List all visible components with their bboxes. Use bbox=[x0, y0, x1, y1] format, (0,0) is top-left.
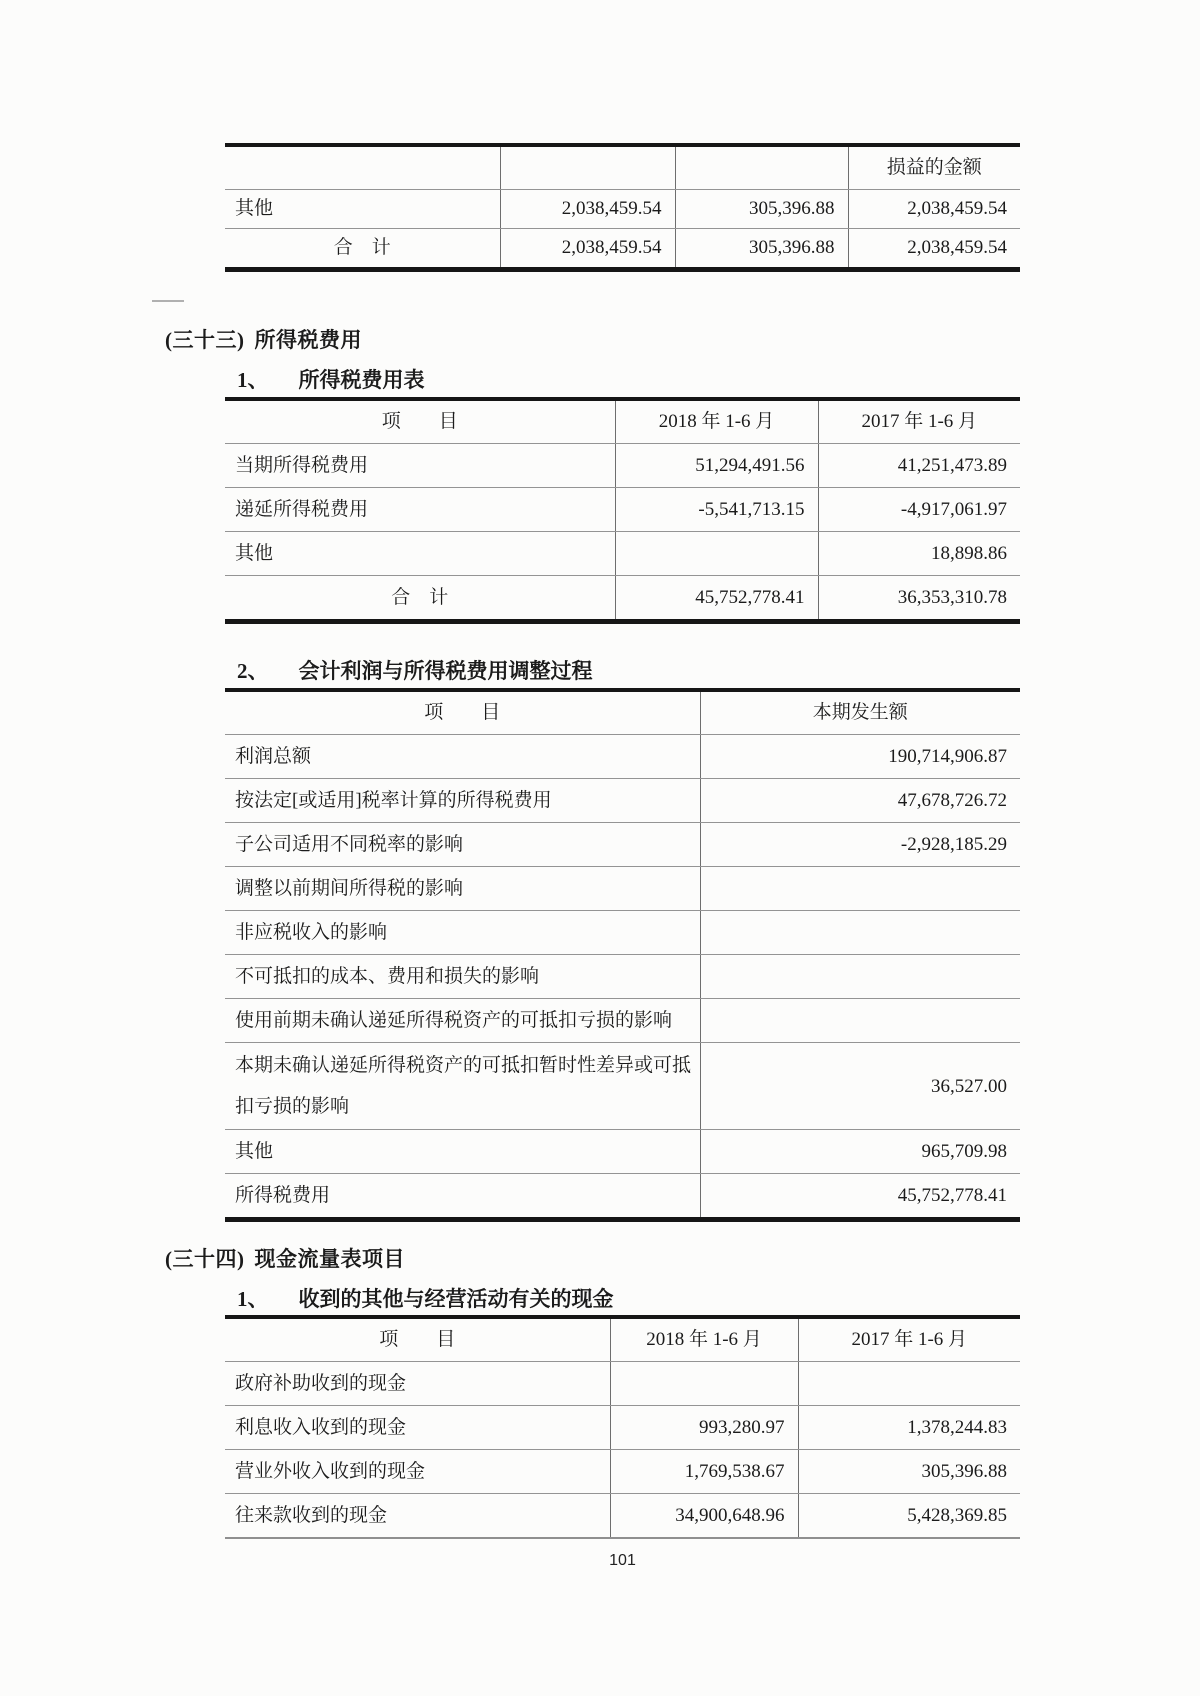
table-row bbox=[225, 488, 1020, 532]
value-cell bbox=[700, 867, 1020, 911]
value-cell: 45,752,778.41 bbox=[615, 576, 818, 622]
table-row bbox=[225, 190, 1020, 229]
column-header-2018: 2018 年 1-6 月 bbox=[610, 1317, 798, 1362]
item-cell: 非应税收入的影响 bbox=[225, 911, 700, 955]
value-cell: 993,280.97 bbox=[610, 1406, 798, 1450]
total-label-cell: 合 计 bbox=[391, 586, 449, 608]
value-cell: -2,928,185.29 bbox=[700, 823, 1020, 867]
value-cell: 47,678,726.72 bbox=[700, 779, 1020, 823]
column-header-item: 项 目 bbox=[225, 399, 615, 444]
value-cell: 1,769,538.67 bbox=[610, 1450, 798, 1494]
item-cell: 其他 bbox=[225, 190, 500, 229]
section-33-heading bbox=[165, 324, 362, 354]
table-row bbox=[225, 1130, 1020, 1174]
item-cell: 递延所得税费用 bbox=[225, 488, 615, 532]
total-label-cell: 合 计 bbox=[333, 237, 391, 259]
income-tax-expense-table bbox=[225, 397, 1020, 624]
table-row bbox=[225, 444, 1020, 488]
table-row bbox=[225, 735, 1020, 779]
subsection-number: 2、 bbox=[237, 659, 269, 683]
section-title: 所得税费用 bbox=[254, 328, 362, 352]
margin-divider-line bbox=[152, 300, 184, 302]
item-cell: 按法定[或适用]税率计算的所得税费用 bbox=[225, 779, 700, 823]
table-row bbox=[225, 1362, 1020, 1406]
table-row bbox=[225, 823, 1020, 867]
item-cell: 调整以前期间所得税的影响 bbox=[225, 867, 700, 911]
header-row bbox=[225, 690, 1020, 735]
section-title: 现金流量表项目 bbox=[254, 1247, 405, 1271]
value-cell bbox=[700, 999, 1020, 1043]
value-cell: 36,527.00 bbox=[700, 1043, 1020, 1130]
header-row bbox=[225, 1317, 1020, 1362]
table-row bbox=[225, 1043, 1020, 1130]
item-cell: 其他 bbox=[225, 532, 615, 576]
subsection-number: 1、 bbox=[237, 1287, 269, 1311]
column-header-2018: 2018 年 1-6 月 bbox=[615, 399, 818, 444]
value-cell: 1,378,244.83 bbox=[798, 1406, 1020, 1450]
section-number: (三十四) bbox=[165, 1247, 245, 1271]
column-header-item: 项 目 bbox=[225, 1317, 610, 1362]
value-cell: 5,428,369.85 bbox=[798, 1494, 1020, 1539]
column-header: 损益的金额 bbox=[848, 145, 1020, 190]
header-row bbox=[225, 399, 1020, 444]
item-cell: 所得税费用 bbox=[235, 1184, 331, 1206]
empty-header-cell bbox=[500, 145, 675, 190]
carryover-table bbox=[225, 143, 1020, 272]
value-cell: 190,714,906.87 bbox=[700, 735, 1020, 779]
column-header-2017: 2017 年 1-6 月 bbox=[818, 399, 1020, 444]
value-cell: 2,038,459.54 bbox=[848, 229, 1020, 270]
item-cell: 本期未确认递延所得税资产的可抵扣暂时性差异或可抵扣亏损的影响 bbox=[225, 1043, 700, 1130]
item-cell: 子公司适用不同税率的影响 bbox=[225, 823, 700, 867]
subsection-title: 会计利润与所得税费用调整过程 bbox=[298, 659, 593, 683]
table-row bbox=[225, 999, 1020, 1043]
column-header-amount: 本期发生额 bbox=[700, 690, 1020, 735]
value-cell bbox=[610, 1362, 798, 1406]
value-cell: 34,900,648.96 bbox=[610, 1494, 798, 1539]
table-row bbox=[225, 867, 1020, 911]
tax-reconciliation-table bbox=[225, 688, 1020, 1222]
total-row bbox=[225, 229, 1020, 270]
value-cell: -5,541,713.15 bbox=[615, 488, 818, 532]
item-cell: 使用前期未确认递延所得税资产的可抵扣亏损的影响 bbox=[225, 999, 700, 1043]
item-cell: 当期所得税费用 bbox=[225, 444, 615, 488]
table-row bbox=[225, 911, 1020, 955]
value-cell: 305,396.88 bbox=[675, 190, 848, 229]
value-cell: 36,353,310.78 bbox=[818, 576, 1020, 622]
value-cell bbox=[700, 955, 1020, 999]
value-cell: 965,709.98 bbox=[700, 1130, 1020, 1174]
subsection-2-heading bbox=[237, 655, 593, 685]
value-cell: 18,898.86 bbox=[818, 532, 1020, 576]
subsection-1-heading bbox=[237, 364, 425, 394]
value-cell: 41,251,473.89 bbox=[818, 444, 1020, 488]
total-row bbox=[225, 576, 1020, 622]
value-cell bbox=[700, 911, 1020, 955]
carryover-header-row bbox=[225, 145, 1020, 190]
column-header-2017: 2017 年 1-6 月 bbox=[798, 1317, 1020, 1362]
item-cell: 政府补助收到的现金 bbox=[225, 1362, 610, 1406]
value-cell: 2,038,459.54 bbox=[500, 229, 675, 270]
table-row bbox=[225, 955, 1020, 999]
subsection-title: 所得税费用表 bbox=[298, 368, 425, 392]
page-number: 101 bbox=[609, 1552, 636, 1569]
column-header-item: 项 目 bbox=[225, 690, 700, 735]
empty-header-cell bbox=[675, 145, 848, 190]
item-cell: 不可抵扣的成本、费用和损失的影响 bbox=[225, 955, 700, 999]
item-cell: 利息收入收到的现金 bbox=[225, 1406, 610, 1450]
section-34-heading bbox=[165, 1243, 405, 1273]
item-cell: 其他 bbox=[225, 1130, 700, 1174]
value-cell: 2,038,459.54 bbox=[848, 190, 1020, 229]
empty-header-cell bbox=[225, 145, 500, 190]
value-cell: 305,396.88 bbox=[675, 229, 848, 270]
subsection-1-heading bbox=[237, 1283, 614, 1313]
table-row bbox=[225, 1494, 1020, 1539]
table-row bbox=[225, 779, 1020, 823]
other-cash-received-table bbox=[225, 1315, 1020, 1539]
table-row bbox=[225, 1450, 1020, 1494]
table-row bbox=[225, 1406, 1020, 1450]
item-cell: 利润总额 bbox=[225, 735, 700, 779]
table-row bbox=[225, 532, 1020, 576]
value-cell: 51,294,491.56 bbox=[615, 444, 818, 488]
section-number: (三十三) bbox=[165, 328, 245, 352]
value-cell: 45,752,778.41 bbox=[700, 1174, 1020, 1220]
value-cell bbox=[798, 1362, 1020, 1406]
value-cell: 305,396.88 bbox=[798, 1450, 1020, 1494]
table-row bbox=[225, 1174, 1020, 1220]
item-cell: 营业外收入收到的现金 bbox=[225, 1450, 610, 1494]
value-cell: 2,038,459.54 bbox=[500, 190, 675, 229]
subsection-title: 收到的其他与经营活动有关的现金 bbox=[298, 1287, 614, 1311]
value-cell bbox=[615, 532, 818, 576]
item-cell: 往来款收到的现金 bbox=[235, 1504, 388, 1526]
subsection-number: 1、 bbox=[237, 368, 269, 392]
value-cell: -4,917,061.97 bbox=[818, 488, 1020, 532]
